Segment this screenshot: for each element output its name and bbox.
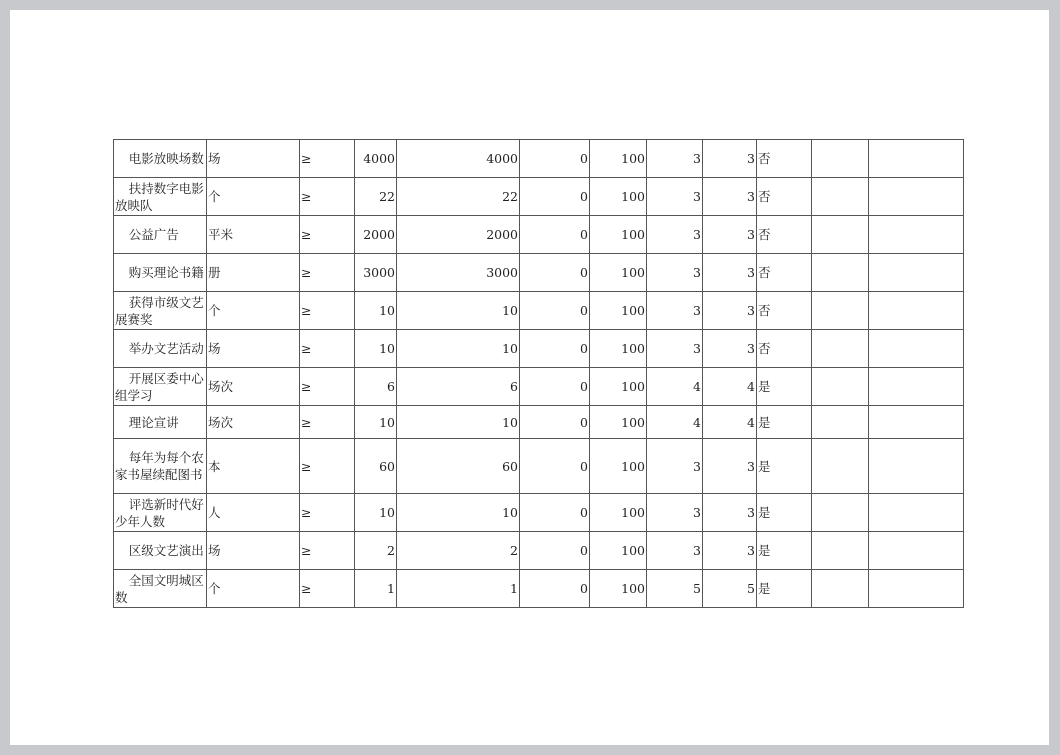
blank-cell (869, 178, 964, 216)
difference-cell: 0 (520, 330, 590, 368)
rate-cell: 100 (590, 570, 647, 608)
actual-cell: 22 (397, 178, 520, 216)
blank-cell (812, 140, 869, 178)
blank-cell (869, 368, 964, 406)
indicator-name-cell: 购买理论书籍 (114, 254, 207, 292)
obtained-score-cell: 4 (703, 406, 757, 439)
obtained-score-cell: 3 (703, 216, 757, 254)
indicator-name-cell: 理论宣讲 (114, 406, 207, 439)
unit-cell: 场次 (207, 368, 300, 406)
target-cell: 60 (355, 439, 397, 494)
obtained-score-cell: 3 (703, 494, 757, 532)
blank-cell (812, 292, 869, 330)
rate-cell: 100 (590, 368, 647, 406)
unit-cell: 人 (207, 494, 300, 532)
indicator-name-cell: 获得市级文艺展赛奖 (114, 292, 207, 330)
unit-cell: 场 (207, 140, 300, 178)
score-cell: 4 (647, 368, 703, 406)
indicator-table (113, 139, 964, 608)
blank-cell (869, 494, 964, 532)
operator-cell: ≥ (300, 494, 355, 532)
rate-cell: 100 (590, 330, 647, 368)
obtained-score-cell: 3 (703, 292, 757, 330)
flag-cell: 是 (757, 494, 812, 532)
obtained-score-cell: 3 (703, 178, 757, 216)
indicator-name-cell: 区级文艺演出 (114, 532, 207, 570)
actual-cell: 10 (397, 406, 520, 439)
difference-cell: 0 (520, 216, 590, 254)
flag-cell: 否 (757, 330, 812, 368)
target-cell: 4000 (355, 140, 397, 178)
blank-cell (869, 330, 964, 368)
indicator-name-cell: 全国文明城区数 (114, 570, 207, 608)
blank-cell (812, 532, 869, 570)
actual-cell: 3000 (397, 254, 520, 292)
table-row (114, 140, 964, 178)
operator-cell: ≥ (300, 140, 355, 178)
score-cell: 5 (647, 570, 703, 608)
operator-cell: ≥ (300, 216, 355, 254)
indicator-name-cell: 评选新时代好少年人数 (114, 494, 207, 532)
unit-cell: 平米 (207, 216, 300, 254)
table-row (114, 406, 964, 439)
actual-cell: 2 (397, 532, 520, 570)
blank-cell (869, 406, 964, 439)
actual-cell: 1 (397, 570, 520, 608)
operator-cell: ≥ (300, 439, 355, 494)
actual-cell: 10 (397, 330, 520, 368)
unit-cell: 个 (207, 292, 300, 330)
target-cell: 10 (355, 494, 397, 532)
blank-cell (869, 570, 964, 608)
table-row (114, 532, 964, 570)
obtained-score-cell: 3 (703, 532, 757, 570)
obtained-score-cell: 4 (703, 368, 757, 406)
document-page (10, 10, 1049, 745)
flag-cell: 否 (757, 140, 812, 178)
difference-cell: 0 (520, 254, 590, 292)
table-row (114, 292, 964, 330)
table-row (114, 439, 964, 494)
blank-cell (812, 254, 869, 292)
difference-cell: 0 (520, 439, 590, 494)
difference-cell: 0 (520, 140, 590, 178)
indicator-name-cell: 举办文艺活动 (114, 330, 207, 368)
rate-cell: 100 (590, 216, 647, 254)
blank-cell (869, 532, 964, 570)
operator-cell: ≥ (300, 368, 355, 406)
target-cell: 10 (355, 406, 397, 439)
target-cell: 1 (355, 570, 397, 608)
blank-cell (869, 140, 964, 178)
operator-cell: ≥ (300, 178, 355, 216)
unit-cell: 场次 (207, 406, 300, 439)
operator-cell: ≥ (300, 330, 355, 368)
blank-cell (869, 254, 964, 292)
rate-cell: 100 (590, 178, 647, 216)
target-cell: 2 (355, 532, 397, 570)
operator-cell: ≥ (300, 254, 355, 292)
flag-cell: 是 (757, 406, 812, 439)
flag-cell: 否 (757, 292, 812, 330)
unit-cell: 场 (207, 330, 300, 368)
actual-cell: 60 (397, 439, 520, 494)
blank-cell (812, 330, 869, 368)
indicator-name-cell: 开展区委中心组学习 (114, 368, 207, 406)
rate-cell: 100 (590, 532, 647, 570)
blank-cell (869, 292, 964, 330)
indicator-name-cell: 扶持数字电影放映队 (114, 178, 207, 216)
difference-cell: 0 (520, 406, 590, 439)
obtained-score-cell: 3 (703, 254, 757, 292)
difference-cell: 0 (520, 494, 590, 532)
score-cell: 3 (647, 216, 703, 254)
rate-cell: 100 (590, 439, 647, 494)
target-cell: 2000 (355, 216, 397, 254)
score-cell: 3 (647, 140, 703, 178)
flag-cell: 是 (757, 368, 812, 406)
score-cell: 3 (647, 494, 703, 532)
unit-cell: 个 (207, 570, 300, 608)
target-cell: 22 (355, 178, 397, 216)
blank-cell (812, 406, 869, 439)
indicator-name-cell: 电影放映场数 (114, 140, 207, 178)
operator-cell: ≥ (300, 292, 355, 330)
unit-cell: 个 (207, 178, 300, 216)
target-cell: 6 (355, 368, 397, 406)
table-row (114, 570, 964, 608)
table-row (114, 330, 964, 368)
table-row (114, 494, 964, 532)
actual-cell: 6 (397, 368, 520, 406)
rate-cell: 100 (590, 406, 647, 439)
rate-cell: 100 (590, 494, 647, 532)
obtained-score-cell: 3 (703, 439, 757, 494)
unit-cell: 册 (207, 254, 300, 292)
indicator-name-cell: 公益广告 (114, 216, 207, 254)
difference-cell: 0 (520, 368, 590, 406)
rate-cell: 100 (590, 140, 647, 178)
score-cell: 3 (647, 532, 703, 570)
operator-cell: ≥ (300, 532, 355, 570)
table-row (114, 254, 964, 292)
blank-cell (869, 216, 964, 254)
actual-cell: 10 (397, 494, 520, 532)
obtained-score-cell: 3 (703, 330, 757, 368)
score-cell: 3 (647, 254, 703, 292)
flag-cell: 否 (757, 254, 812, 292)
obtained-score-cell: 3 (703, 140, 757, 178)
score-cell: 3 (647, 178, 703, 216)
obtained-score-cell: 5 (703, 570, 757, 608)
blank-cell (812, 368, 869, 406)
blank-cell (812, 178, 869, 216)
indicator-name-cell: 每年为每个农家书屋续配图书 (114, 439, 207, 494)
flag-cell: 否 (757, 216, 812, 254)
flag-cell: 是 (757, 439, 812, 494)
table-row (114, 178, 964, 216)
table-body (114, 140, 964, 608)
difference-cell: 0 (520, 570, 590, 608)
blank-cell (812, 570, 869, 608)
target-cell: 10 (355, 330, 397, 368)
rate-cell: 100 (590, 254, 647, 292)
flag-cell: 否 (757, 178, 812, 216)
target-cell: 10 (355, 292, 397, 330)
flag-cell: 是 (757, 570, 812, 608)
score-cell: 3 (647, 330, 703, 368)
operator-cell: ≥ (300, 406, 355, 439)
unit-cell: 本 (207, 439, 300, 494)
unit-cell: 场 (207, 532, 300, 570)
actual-cell: 10 (397, 292, 520, 330)
target-cell: 3000 (355, 254, 397, 292)
actual-cell: 2000 (397, 216, 520, 254)
score-cell: 3 (647, 439, 703, 494)
difference-cell: 0 (520, 178, 590, 216)
blank-cell (812, 494, 869, 532)
score-cell: 4 (647, 406, 703, 439)
flag-cell: 是 (757, 532, 812, 570)
score-cell: 3 (647, 292, 703, 330)
actual-cell: 4000 (397, 140, 520, 178)
blank-cell (869, 439, 964, 494)
table-row (114, 368, 964, 406)
difference-cell: 0 (520, 532, 590, 570)
blank-cell (812, 439, 869, 494)
difference-cell: 0 (520, 292, 590, 330)
blank-cell (812, 216, 869, 254)
rate-cell: 100 (590, 292, 647, 330)
operator-cell: ≥ (300, 570, 355, 608)
table-row (114, 216, 964, 254)
